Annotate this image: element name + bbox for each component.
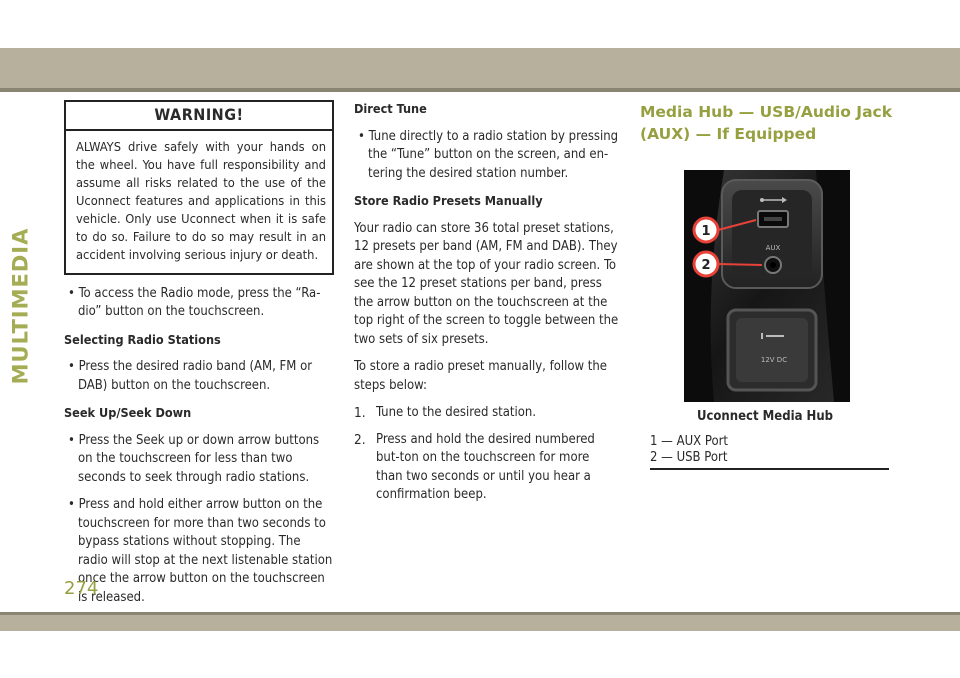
step-text: Tune to the desired station. bbox=[376, 405, 537, 420]
column-left bbox=[64, 100, 334, 616]
warning-title: WARNING! bbox=[66, 102, 332, 131]
step-number: 2. bbox=[354, 431, 366, 448]
column-middle bbox=[354, 100, 619, 513]
warning-box bbox=[64, 100, 334, 275]
figure-legend bbox=[650, 434, 728, 466]
seek-press-bullet: • Press the Seek up or down arrow buttons on the touchscreen for less than two seconds to seek through radio stations. bbox=[68, 432, 320, 485]
legend-rule bbox=[650, 468, 889, 470]
media-hub-photo bbox=[684, 170, 850, 402]
radio-band-bullet: • Press the desired radio band (AM, FM or DAB) button on the touchscreen. bbox=[68, 359, 313, 393]
side-label-text: MULTIMEDIA bbox=[8, 227, 33, 385]
direct-tune-heading: Direct Tune bbox=[354, 101, 427, 116]
footer-band bbox=[0, 615, 960, 631]
12v-label: 12V DC bbox=[760, 356, 788, 364]
radio-mode-bullet: • To access the Radio mode, press the “Ra-dio” button on the touchscreen. bbox=[68, 285, 321, 319]
step-text: Press and hold the desired numbered but-ton on the touchscreen for more than two seconds or until you hear a confirmation beep. bbox=[376, 431, 595, 502]
legend-item: 2 — USB Port bbox=[650, 450, 728, 465]
svg-text:1: 1 bbox=[701, 224, 711, 239]
header-band bbox=[0, 48, 960, 88]
store-presets-paragraph: Your radio can store 36 total preset stations, 12 presets per band (AM, FM and DAB). They are shown at the top of your radio screen. To see the 12 preset stations per band, press the arrow button on the touchscreen at the top right of the screen to toggle between the two sets of six presets. bbox=[354, 220, 619, 347]
section-side-label bbox=[7, 227, 33, 385]
direct-tune-bullet: • Tune directly to a radio station by pressing the “Tune” button on the screen, and en-tering the desired station number. bbox=[358, 128, 619, 181]
svg-text:2: 2 bbox=[701, 258, 711, 273]
step-item bbox=[354, 404, 619, 423]
aux-label: AUX bbox=[765, 244, 781, 252]
step-number: 1. bbox=[354, 405, 366, 421]
seek-hold-bullet: • Press and hold either arrow button on the touchscreen for more than two seconds to bypass stations without stopping. The radio will stop at the next listenable station once the arrow button on the touchscreen is released. bbox=[68, 497, 333, 605]
column-right bbox=[640, 100, 900, 145]
legend-item: 1 — AUX Port bbox=[650, 434, 728, 449]
header-rule bbox=[0, 88, 960, 92]
page-number: 274 bbox=[64, 578, 99, 599]
figure-caption: Uconnect Media Hub bbox=[696, 409, 834, 424]
media-hub-title: Media Hub — USB/Audio Jack (AUX) — If Equipped bbox=[640, 103, 893, 143]
step-item bbox=[354, 431, 619, 505]
store-presets-heading: Store Radio Presets Manually bbox=[354, 193, 543, 208]
selecting-stations-heading: Selecting Radio Stations bbox=[64, 331, 221, 347]
seek-heading: Seek Up/Seek Down bbox=[64, 405, 192, 420]
warning-body: ALWAYS drive safely with your hands on the wheel. You have full responsibility and assume all risks related to the use of the Uconnect features and applications in this vehicle. Only use Uconnect when it is safe to do so. Failure to do so may result in an accident involving serious injury or death. bbox=[76, 139, 326, 263]
store-steps-intro: To store a radio preset manually, follow the steps below: bbox=[354, 359, 607, 393]
